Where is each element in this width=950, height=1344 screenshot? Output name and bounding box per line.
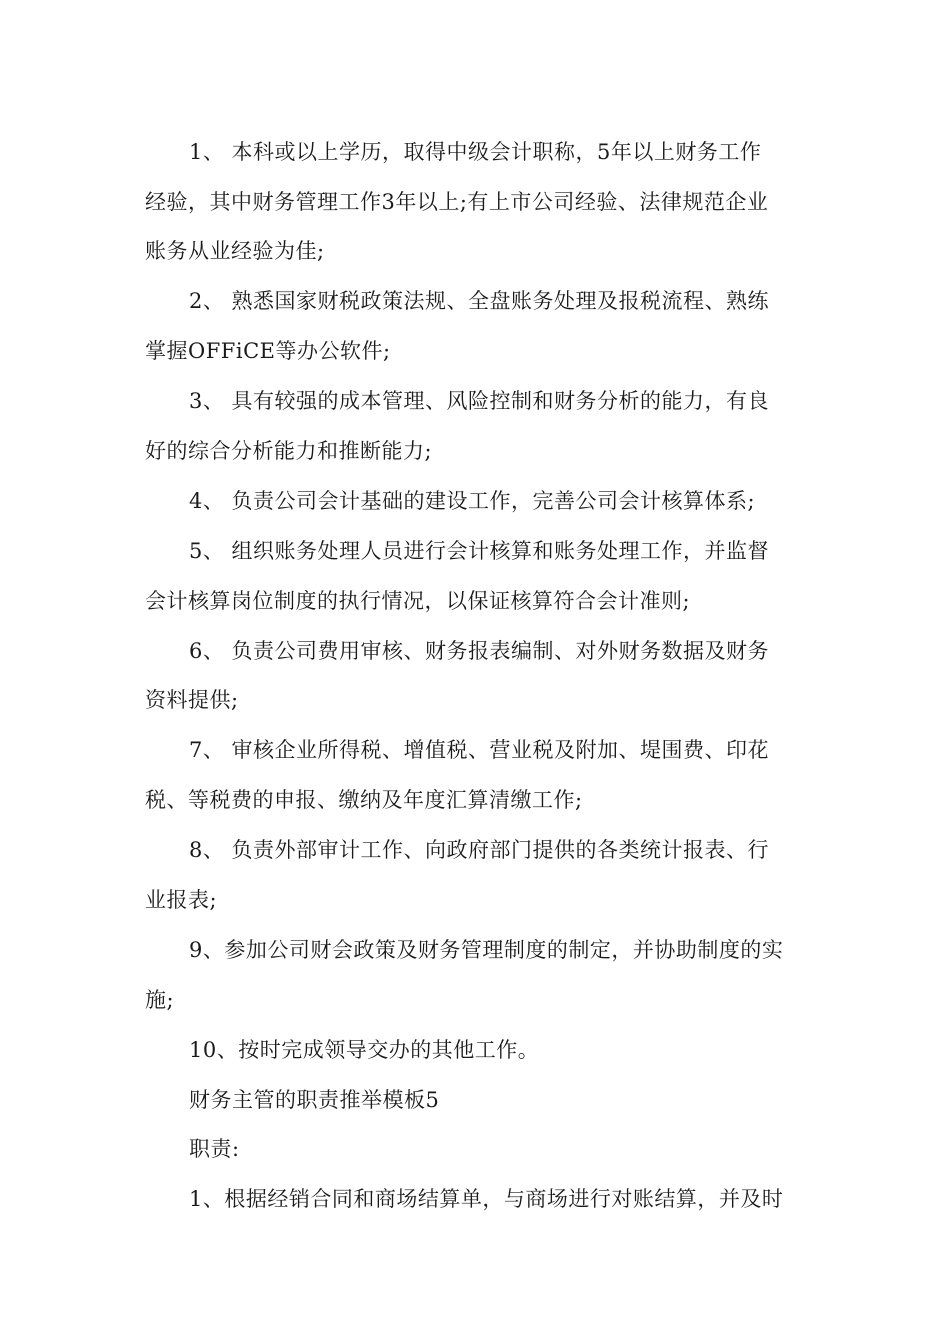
text-line: 6、 负责公司费用审核、财务报表编制、对外财务数据及财务 — [189, 639, 770, 663]
text-line: 税、等税费的申报、缴纳及年度汇算清缴工作; — [145, 788, 583, 812]
text-line: 1、 本科或以上学历，取得中级会计职称，5年以上财务工作 — [189, 140, 762, 164]
text-line: 7、 审核企业所得税、增值税、营业税及附加、堤围费、印花 — [189, 738, 770, 762]
section-heading: 财务主管的职责推举模板5 — [189, 1088, 440, 1112]
text-line: 2、 熟悉国家财税政策法规、全盘账务处理及报税流程、熟练 — [189, 289, 770, 313]
section-subheading: 职责: — [189, 1137, 240, 1161]
text-line: 掌握OFFiCE等办公软件; — [145, 339, 391, 363]
text-line: 5、 组织账务处理人员进行会计核算和账务处理工作，并监督 — [189, 539, 770, 563]
text-line: 好的综合分析能力和推断能力; — [145, 439, 433, 463]
text-line: 10、按时完成领导交办的其他工作。 — [189, 1038, 540, 1062]
text-line: 业报表; — [145, 888, 218, 912]
text-line: 经验，其中财务管理工作3年以上;有上市公司经验、法律规范企业 — [145, 190, 769, 214]
text-line: 3、 具有较强的成本管理、风险控制和财务分析的能力，有良 — [189, 389, 770, 413]
text-line: 4、 负责公司会计基础的建设工作，完善公司会计核算体系; — [189, 489, 756, 513]
text-line: 1、根据经销合同和商场结算单，与商场进行对账结算，并及时 — [189, 1187, 784, 1211]
text-line: 账务从业经验为佳; — [145, 239, 325, 263]
text-line: 施; — [145, 988, 175, 1012]
text-line: 9、参加公司财会政策及财务管理制度的制定，并协助制度的实 — [189, 938, 784, 962]
text-line: 资料提供; — [145, 688, 239, 712]
text-line: 会计核算岗位制度的执行情况，以保证核算符合会计准则; — [145, 589, 691, 613]
text-line: 8、 负责外部审计工作、向政府部门提供的各类统计报表、行 — [189, 838, 770, 862]
